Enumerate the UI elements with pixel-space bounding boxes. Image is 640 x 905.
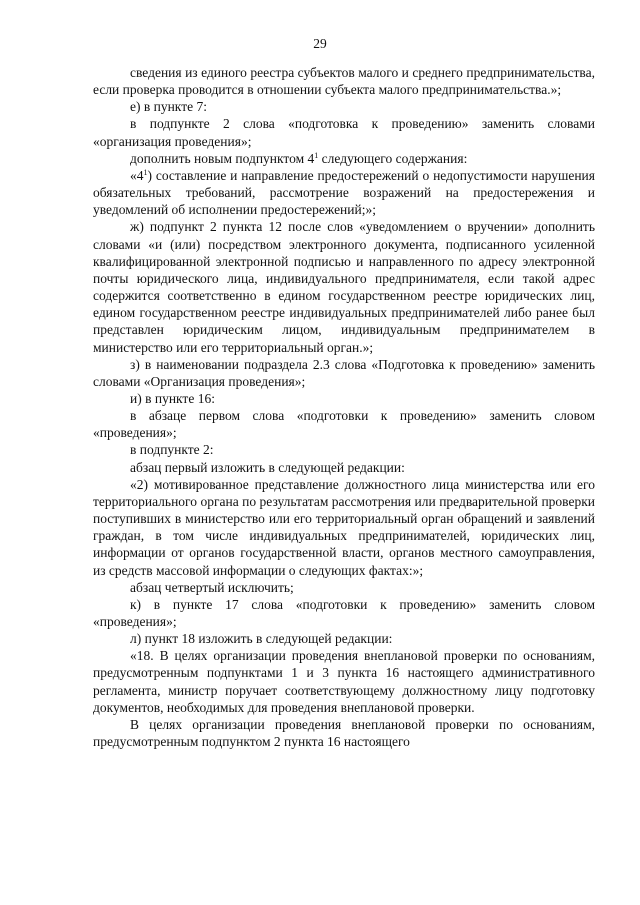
paragraph-quoted-item-18: «18. В целях организации проведения внеплановой проверки по основаниям, предусмотренным подпунктами 1 и 3 пункта 16 настоящего административного регламента, министр поручает соответствующему должностному лицу подготовку документов, необходимых для проведения внеплановой проверки. — [93, 648, 595, 715]
superscript: 1 — [314, 150, 319, 160]
paragraph-first-abzats-edit: абзац первый изложить в следующей редакции: — [130, 459, 405, 475]
paragraph-quoted-item-2: «2) мотивированное представление должностного лица министерства или его территориального органа по результатам рассмотрения или предварительной проверки поступивших в министерство или его территориальный орган обращений и заявлений граждан, в том числе индивидуальных предпринимателей, юридических лиц, информации от органов государственной власти, органов местного самоуправления, из средств массовой информации о следующих фактах:»; — [93, 476, 595, 578]
paragraph-fourth-abzats: абзац четвертый исключить; — [130, 579, 294, 595]
paragraph-first-abzats: в абзаце первом слова «подготовки к проведению» заменить словом «проведения»; — [93, 408, 595, 441]
paragraph-small-business-registry: сведения из единого реестра субъектов малого и среднего предпринимательства, если проверка проводится в отношении субъекта малого предпринимательства.»; — [93, 65, 595, 98]
document-body — [93, 64, 595, 750]
paragraph-item-zh: ж) подпункт 2 пункта 12 после слов «уведомлением о вручении» дополнить словами «и (или) посредством электронного документа, подписанного усиленной квалифицированной электронной подписью и направленного по адресу электронной почты юридического лица, индивидуального предпринимателя, если такой адрес содержится соответственно в едином государственном реестре юридических лиц, едином государственном реестре индивидуальных предпринимателей либо ранее был представлен юридическим лицом, индивидуальным предпринимателем в министерство или его территориальный орган.»; — [93, 219, 595, 355]
paragraph-subitem-4-1-text — [93, 167, 595, 218]
paragraph-item-k: к) в пункте 17 слова «подготовки к проведению» заменить словом «проведения»; — [93, 596, 595, 629]
paragraph-unplanned-inspection: В целях организации проведения внеплановой проверки по основаниям, предусмотренным подпунктом 2 пункта 16 настоящего — [93, 716, 595, 750]
superscript: 1 — [143, 167, 148, 177]
paragraph-text: дополнить новым подпунктом 4 — [130, 150, 315, 166]
page-number: 29 — [313, 36, 327, 51]
paragraph-item-i: и) в пункте 16: — [130, 390, 215, 406]
paragraph-text: следующего содержания: — [318, 150, 468, 166]
paragraph-item-z: з) в наименовании подраздела 2.3 слова «Подготовка к проведению» заменить словами «Организация проведения»; — [93, 356, 595, 389]
paragraph-item-l: л) пункт 18 изложить в следующей редакции: — [130, 631, 393, 647]
paragraph-item-e: е) в пункте 7: — [130, 99, 207, 115]
paragraph-in-subitem-2: в подпункте 2: — [130, 442, 214, 458]
paragraph-subitem-2-organization: в подпункте 2 слова «подготовка к проведению» заменить словами «организация проведения»; — [93, 116, 595, 149]
paragraph-add-subitem-4-1 — [93, 150, 595, 167]
paragraph-text: «4 — [130, 167, 144, 183]
paragraph-text: ) составление и направление предостережений о недопустимости нарушения обязательных требований, рассмотрение возражений на предостережения и уведомлений об исполнении предостережений;»; — [93, 167, 595, 218]
